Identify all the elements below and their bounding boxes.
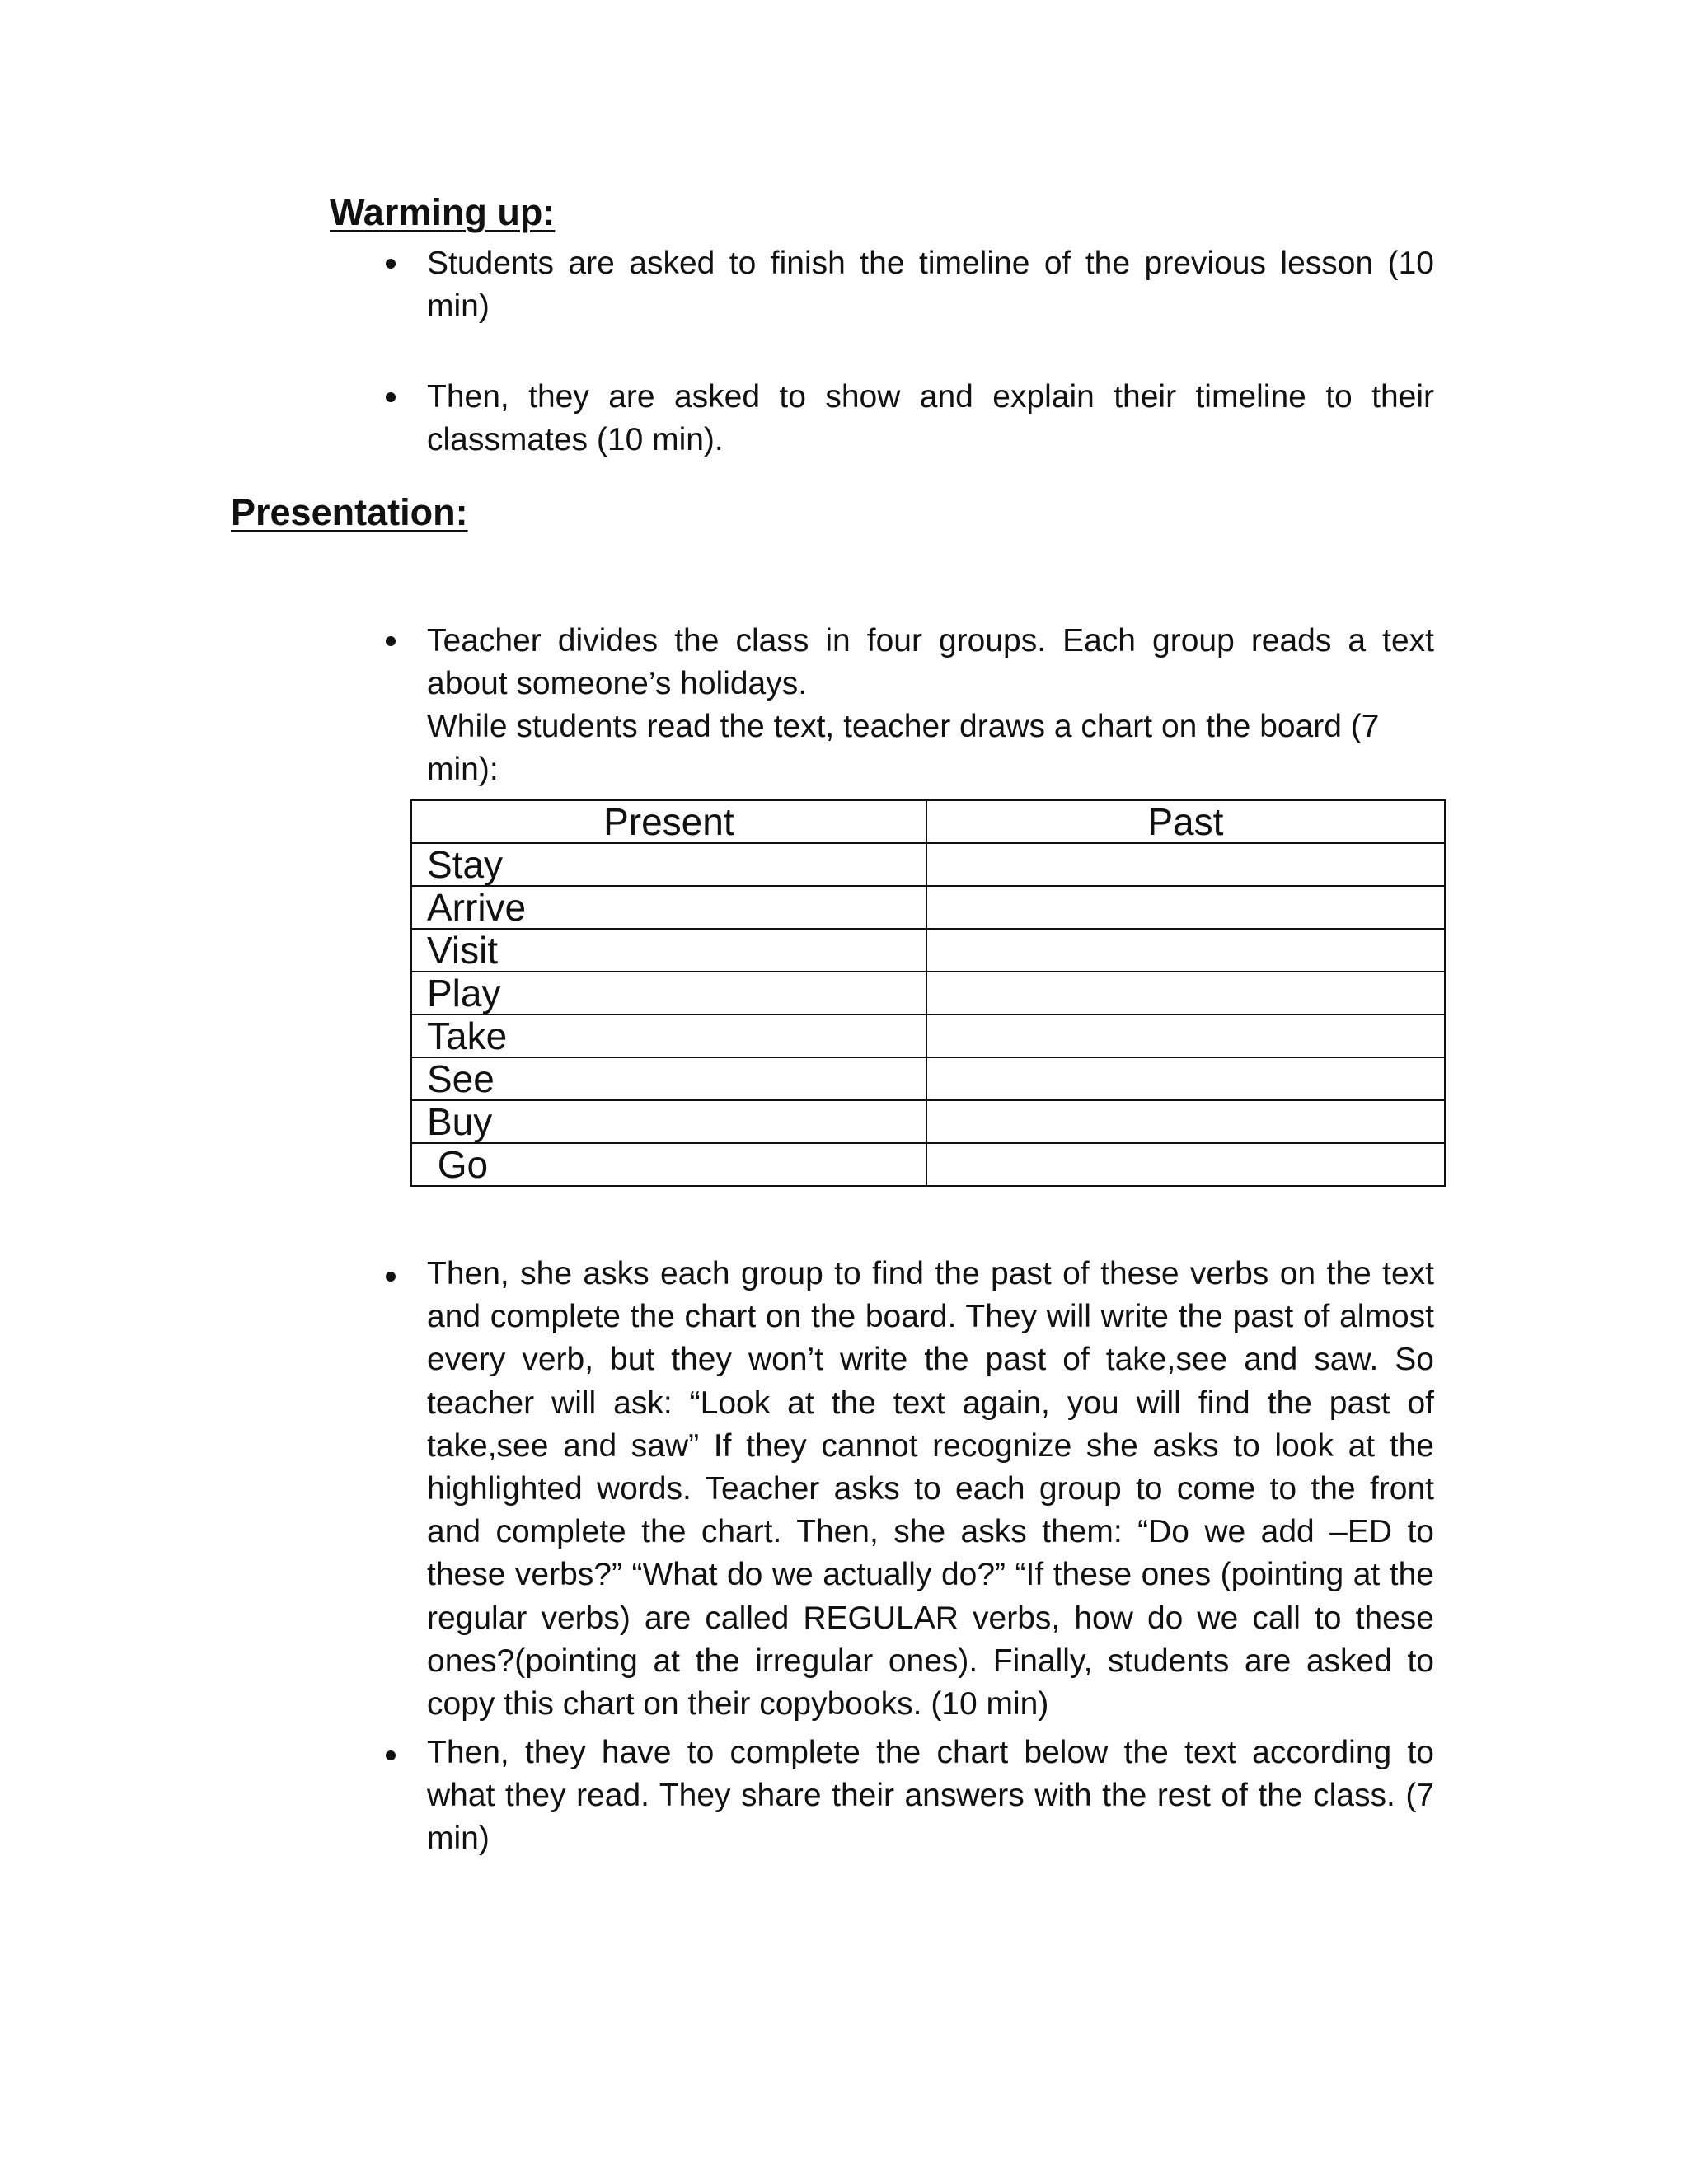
warming-up-item-1: Students are asked to finish the timeline of the previous lesson (10 min): [427, 246, 1434, 325]
presentation-item-2: Then, she asks each group to find the past of these verbs on the text and complete the chart on the board. They will write the past of almost every verb, but they won’t write the past of take,see and saw. So teacher will ask: “Look at the text again, you will find the past of take,see and saw” If they cannot recognize she asks to look at the highlighted words. Teacher asks to each group to come to the front and complete the chart. Then, she asks them: “Do we add –ED to these verbs?” “What do we actually do?” “If these ones (pointing at the regular verbs) are called REGULAR verbs, how do we call to these ones?(pointing at the irregular ones). Finally, students are asked to copy this chart on their copybooks. (10 min): [427, 1256, 1434, 1722]
table-row: [411, 1100, 1445, 1143]
table-row: [411, 972, 1445, 1015]
present-cell: Visit: [411, 929, 926, 972]
warming-up-item-2: Then, they are asked to show and explain their timeline to their classmates (10 min).: [427, 379, 1434, 458]
present-cell: Play: [411, 972, 926, 1015]
present-cell: Buy: [411, 1100, 926, 1143]
present-cell: See: [411, 1057, 926, 1100]
bullet-icon: [386, 1750, 396, 1760]
bullet-icon: [386, 636, 396, 646]
bullet-icon: [386, 259, 396, 269]
past-cell: [926, 929, 1445, 972]
past-cell: [926, 1143, 1445, 1186]
present-cell: Stay: [411, 843, 926, 886]
column-header-past: Past: [926, 800, 1445, 843]
presentation-item-1-line-1: Teacher divides the class in four groups. Each group reads a text about someone’s holidays.: [427, 623, 1434, 702]
presentation-heading: Presentation:: [231, 491, 468, 533]
present-cell: Arrive: [411, 886, 926, 929]
table-row: [411, 843, 1445, 886]
table-row: [411, 1143, 1445, 1186]
past-cell: [926, 1015, 1445, 1057]
table-row: [411, 1057, 1445, 1100]
past-cell: [926, 1057, 1445, 1100]
warming-up-heading: Warming up:: [330, 191, 556, 233]
past-cell: [926, 886, 1445, 929]
presentation-item-3: Then, they have to complete the chart below the text according to what they read. They share their answers with the rest of the class. (7 min): [427, 1735, 1434, 1857]
past-cell: [926, 1100, 1445, 1143]
bullet-icon: [386, 392, 396, 402]
verb-chart: [410, 799, 1446, 1187]
past-cell: [926, 972, 1445, 1015]
presentation-item-1-line-2: While students read the text, teacher draws a chart on the board (7 min):: [427, 709, 1380, 788]
present-cell: Take: [411, 1015, 926, 1057]
table-row: [411, 886, 1445, 929]
column-header-present: Present: [411, 800, 926, 843]
bullet-icon: [386, 1272, 396, 1282]
past-cell: [926, 843, 1445, 886]
table-row: [411, 929, 1445, 972]
table-row: [411, 1015, 1445, 1057]
present-cell: Go: [411, 1143, 926, 1186]
chart-header-row: [411, 800, 1445, 843]
